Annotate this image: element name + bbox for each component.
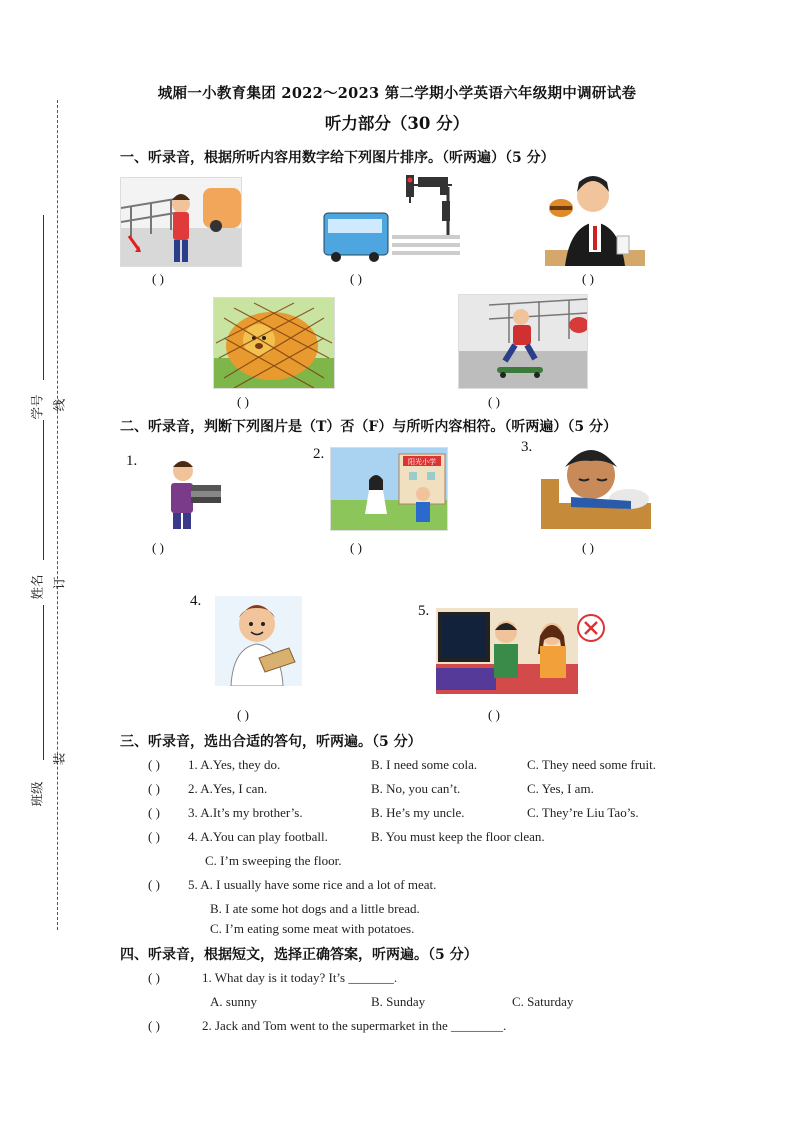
section2-answer-blank-2[interactable]: ( ) (350, 540, 362, 555)
section2-number-5: 5. (418, 603, 430, 619)
section3-q5-option-b: B. I ate some hot dogs and a little bread. (210, 901, 420, 916)
section3-q5-option-a: 5. A. I usually have some rice and a lot of meat. (188, 877, 437, 892)
section4-q1-option-b: B. Sunday (371, 994, 426, 1009)
name-blank-line (43, 420, 44, 560)
school-sign-text: 阳光小学 (408, 458, 436, 466)
section1-answer-blank-2[interactable]: ( ) (350, 271, 362, 286)
section2-picture-boy-with-books (163, 457, 228, 531)
section3-q2-option-c: C. Yes, I am. (527, 781, 594, 796)
section3-q4-option-b: B. You must keep the floor clean. (371, 829, 545, 844)
section4-q1-option-c: C. Saturday (512, 994, 574, 1009)
section2-number-1: 1. (126, 453, 138, 469)
section3-q3-option-b: B. He’s my uncle. (371, 805, 465, 820)
binding-dashed-line (57, 100, 58, 930)
section2-number-3: 3. (521, 439, 533, 455)
section1-answer-blank-3[interactable]: ( ) (582, 271, 594, 286)
student-number-label: 学号 (29, 394, 45, 420)
section1-heading: 一、听录音，根据所听内容用数字给下列图片排序。（听两遍）（5 分） (120, 150, 555, 166)
section4-q1-option-a: A. sunny (210, 994, 257, 1009)
class-label: 班级 (29, 781, 45, 807)
section2-answer-blank-1[interactable]: ( ) (152, 540, 164, 555)
cross-circle-icon (576, 613, 606, 643)
section1-answer-blank-5[interactable]: ( ) (488, 394, 500, 409)
class-blank-line (43, 605, 44, 760)
section1-answer-blank-4[interactable]: ( ) (237, 394, 249, 409)
section3-q3-blank[interactable]: ( ) (148, 805, 160, 820)
xian-label: 线 (51, 398, 67, 412)
name-label: 姓名 (29, 574, 45, 600)
section3-q5-option-c: C. I’m eating some meat with potatoes. (210, 921, 415, 936)
section1-picture-bus-traffic-light (322, 173, 460, 263)
section1-answer-blank-1[interactable]: ( ) (152, 271, 164, 286)
section2-answer-blank-5[interactable]: ( ) (488, 707, 500, 722)
ding-label: 订 (51, 576, 67, 590)
section3-q1-option-a: 1. A.Yes, they do. (188, 757, 281, 772)
section1-picture-boy-skateboarding (458, 294, 588, 389)
section2-picture-boy-reading (215, 596, 302, 686)
section3-heading: 三、听录音，选出合适的答句，听两遍。（5 分） (120, 734, 422, 750)
student-number-blank-line (43, 215, 44, 380)
section4-heading: 四、听录音，根据短文，选择正确答案，听两遍。（5 分） (120, 947, 478, 963)
section3-q4-blank[interactable]: ( ) (148, 829, 160, 844)
section2-number-2: 2. (313, 446, 325, 462)
zhuang-label: 装 (51, 752, 67, 766)
section4-q1-blank[interactable]: ( ) (148, 970, 160, 985)
section3-q4-option-c: C. I’m sweeping the floor. (205, 853, 342, 868)
section2-picture-boy-sleeping-on-desk (541, 441, 651, 529)
section2-heading: 二、听录音，判断下列图片是（T）否（F）与所听内容相符。（听两遍）（5 分） (120, 419, 617, 435)
section3-q3-option-c: C. They’re Liu Tao’s. (527, 805, 639, 820)
listening-section-title: 听力部分（30 分） (324, 114, 470, 133)
section1-picture-man-eating-burger (545, 170, 645, 266)
section3-q1-blank[interactable]: ( ) (148, 757, 160, 772)
section3-q5-blank[interactable]: ( ) (148, 877, 160, 892)
section3-q2-blank[interactable]: ( ) (148, 781, 160, 796)
section2-picture-students-at-school (330, 447, 448, 531)
section3-q2-option-a: 2. A.Yes, I can. (188, 781, 268, 796)
section3-q1-option-c: C. They need some fruit. (527, 757, 657, 772)
section1-picture-boy-at-roadside (120, 177, 242, 267)
section3-q4-option-a: 4. A.You can play football. (188, 829, 328, 844)
section3-q2-option-b: B. No, you can’t. (371, 781, 461, 796)
section4-q2-stem: 2. Jack and Tom went to the supermarket in the ________. (202, 1018, 507, 1033)
section1-picture-lion-in-net (213, 297, 335, 389)
section2-number-4: 4. (190, 593, 202, 609)
section3-q1-option-b: B. I need some cola. (371, 757, 478, 772)
section2-answer-blank-4[interactable]: ( ) (237, 707, 249, 722)
section2-picture-people-watching-tv (436, 608, 578, 694)
exam-title: 城厢一小教育集团 2022～2023 第二学期小学英语六年级期中调研试卷 (157, 85, 637, 102)
section4-q1-stem: 1. What day is it today? It’s _______. (202, 970, 398, 985)
section2-answer-blank-3[interactable]: ( ) (582, 540, 594, 555)
section4-q2-blank[interactable]: ( ) (148, 1018, 160, 1033)
section3-q3-option-a: 3. A.It’s my brother’s. (188, 805, 303, 820)
